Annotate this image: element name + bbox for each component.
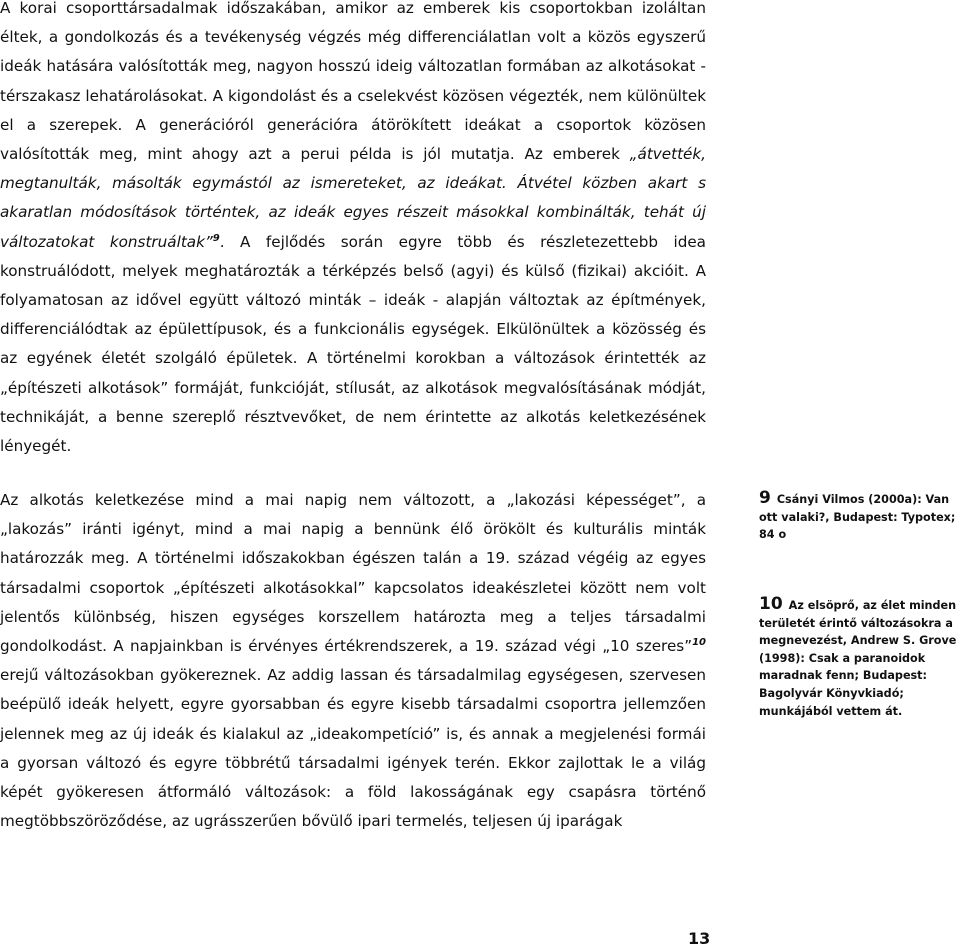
footnote-9 [759,490,959,544]
paragraph-1 [0,0,706,461]
footnote-ref-10: 10 [692,637,706,649]
page-number: 13 [688,929,711,948]
footnote-text: Az elsöprő, az élet minden területét érintő változásokra a megnevezést, Andrew S. Grove (1998): Csak a paranoidok maradnak fenn; Budapest: Bagolyvár Könyvkiadó; munkájából vettem át. [759,599,957,718]
paragraph-2 [0,486,706,836]
footnote-number: 9 [759,488,771,508]
paragraph-1-quote: „átvették, megtanulták, másolták egymástól az ismereteket, az ideákat. Átvétel közben akart s akaratlan módosítások történtek, az ideák egyes részeit másokkal kombinálták, tehát új változatokat konstruáltak” [0,145,706,251]
paragraph-2-text-b: erejű változásokban gyökereznek. Az addig lassan és társadalmilag egységesen, szervesen beépülő ideák helyett, egyre gyorsabban és egyre kisebb társadalmi csoportra jellemzően jelennek meg az új ideák és kialakul az „ideakompetíció” is, és annak a megjelenési formái a gyorsan változó és egyre többrétű társadalmi igények terén. Ekkor zajlottak le a világ képét gyökeresen átformáló változások: a föld lakosságának egy csapásra történő megtöbbszöröződése, az ugrásszerűen bővülő ipari termelés, teljesen új iparágak [0,666,706,831]
footnote-number: 10 [759,594,783,614]
footnote-ref-9: 9 [212,232,220,244]
footnote-10 [759,596,959,720]
footnote-text: Csányi Vilmos (2000a): Van ott valaki?, Budapest: Typotex; 84 o [759,493,956,542]
paragraph-1-text-a: A korai csoporttársadalmak időszakában, amikor az emberek kis csoportokban izoláltan éltek, a gondolkozás és a tevékenység végzés még differenciálatlan volt a közös egyszerű ideák hatására valósították meg, nagyon hosszú ideig változatlan formában az alkotásokat - térszakasz lehatárolásokat. A kigondolást és a cselekvést közösen végezték, nem különültek el a szerepek. A generációról generációra átörökített ideákat a csoportok közösen valósították meg, mint ahogy azt a perui példa is jól mutatja. Az emberek [0,0,706,164]
paragraph-1-text-b: . A fejlődés során egyre több és részletezettebb idea konstruálódott, melyek meghatározták a térképzés belső (agyi) és külső (fizikai) akcióit. A folyamatosan az idővel együtt változó minták – ideák - alapján változtak az építmények, differenciálódtak az épülettípusok, és a funkcionális egységek. Elkülönültek a közösség és az egyének életét szolgáló épületek. A történelmi korokban a változások érintették az „építészeti alkotások” formáját, funkcióját, stílusát, az alkotások megvalósításának módját, technikáját, a benne szereplő résztvevőket, de nem érintette az alkotás keletkezésének lényegét. [0,232,706,456]
paragraph-2-text-a: Az alkotás keletkezése mind a mai napig nem változott, a „lakozási képességet”, a „lakozás” iránti igényt, mind a mai napig a bennünk élő örökölt és kulturális minták határozzák meg. A történelmi időszakokban égészen talán a 19. század végéig az egyes társadalmi csoportok „építészeti alkotásokkal” kapcsolatos ideakészletei között nem volt jelentős különbség, hiszen egységes korszellem határozta meg a teljes társadalmi gondolkodást. A napjainkban is érvényes értékrendszerek, a 19. század végi „10 szeres” [0,491,706,656]
